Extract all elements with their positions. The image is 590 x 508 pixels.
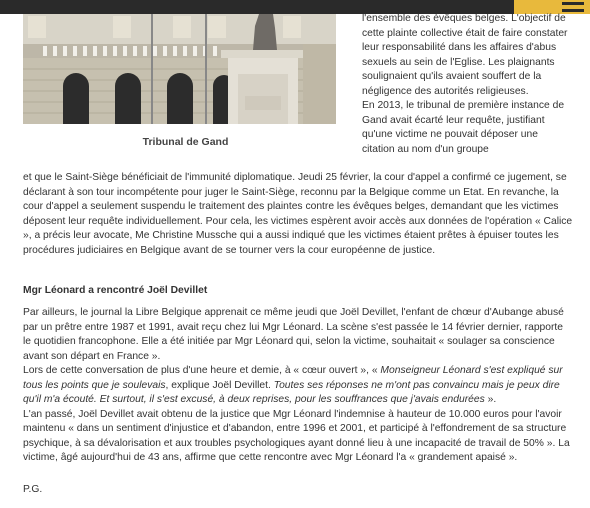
paragraph: En 2013, le tribunal de première instance de Gand avait écarté leur requête, justifiant qu'une victime ne pouvait déposer une citation au nom d'un groupe bbox=[362, 100, 565, 155]
article-body bbox=[23, 171, 573, 258]
section-heading: Mgr Léonard a rencontré Joël Devillet bbox=[23, 285, 208, 296]
tribunal-photo bbox=[23, 14, 336, 124]
paragraph: L'an passé, Joël Devillet avait obtenu de la justice que Mgr Léonard l'indemnise à hauteur de 10.000 euros pour l'avoir maintenu « dans un sentiment d'injustice et d'abandon, entre 1996 et 2001, et participé à l'effondrement de sa structure psychique, à sa dévalorisation et aux troubles psychologiques ayant donné lieu à une incapacité de travail de 50% ». La victime, âgé aujourd'hui de 43 ans, affirme que cette rencontre avec Mgr Léonard l'a « grandement apaisé ». bbox=[23, 408, 570, 463]
paragraph: et que le Saint-Siège bénéficiait de l'immunité diplomatique. Jeudi 25 février, la cour d'appel a confirmé ce jugement, se déclarant à son tour incompétente pour juger le Saint-Siège, reconnu par la Belgique comme un Etat. En revanche, la cour d'appel a seulement suspendu le traitement des plaintes contre les évêques belges, demandant que les victimes déposent leur requête individuellement. Pour cela, les victimes espèrent avoir accès aux données de l'opération « Calice », a précis leur avocate, Me Christine Mussche qui a aussi indiqué que les victimes étaient prêtes à épuiser toutes les procédures judiciaires en Belgique avant de se tourner vers la cour européenne de justice. bbox=[23, 172, 573, 256]
paragraph: Par ailleurs, le journal la Libre Belgique apprenait ce même jeudi que Joël Devillet, l'enfant de chœur d'Aubange abusé par un prêtre entre 1987 et 1991, avait reçu chez lui Mgr Léonard. La scène s'est passée le 14 février dernier, rapporte le quotidien francophone. Elle a été initiée par Mgr Léonard qui, selon la victime, souhaitait « soulager sa conscience avant son départ en France ». bbox=[23, 307, 564, 362]
paragraph: l'ensemble des évêques belges. L'objectif de cette plainte collective était de faire constater leur responsabilité dans les affaires d'abus sexuels au sein de l'Eglise. Les plaignants soulignaient qu'ils avaient souffert de la négligence des autorités religieuses. bbox=[362, 13, 568, 97]
article-body-2 bbox=[23, 306, 573, 466]
signature-block bbox=[23, 483, 573, 498]
right-column-text bbox=[362, 12, 572, 157]
text-run: ». bbox=[484, 394, 497, 405]
section-heading-block bbox=[23, 284, 573, 299]
photo-caption: Tribunal de Gand bbox=[142, 136, 229, 148]
paragraph bbox=[23, 364, 573, 408]
quote: Monseigneur Léonard s'est expliqué sur tous les points que je soulevais bbox=[23, 365, 563, 391]
text-run: , explique Joël Devillet. bbox=[165, 379, 274, 391]
quote: Toutes ses réponses ne m'ont pas convaincu mais je peux dire qu'il m'a écouté. Et surtout, il s'est excusé, à deux reprises, pour les souffrances que j'avais endurées bbox=[23, 379, 560, 405]
signature: P.G. bbox=[23, 484, 43, 495]
text-run: Lors de cette conversation de plus d'une heure et demie, à « cœur ouvert », « bbox=[23, 365, 381, 376]
